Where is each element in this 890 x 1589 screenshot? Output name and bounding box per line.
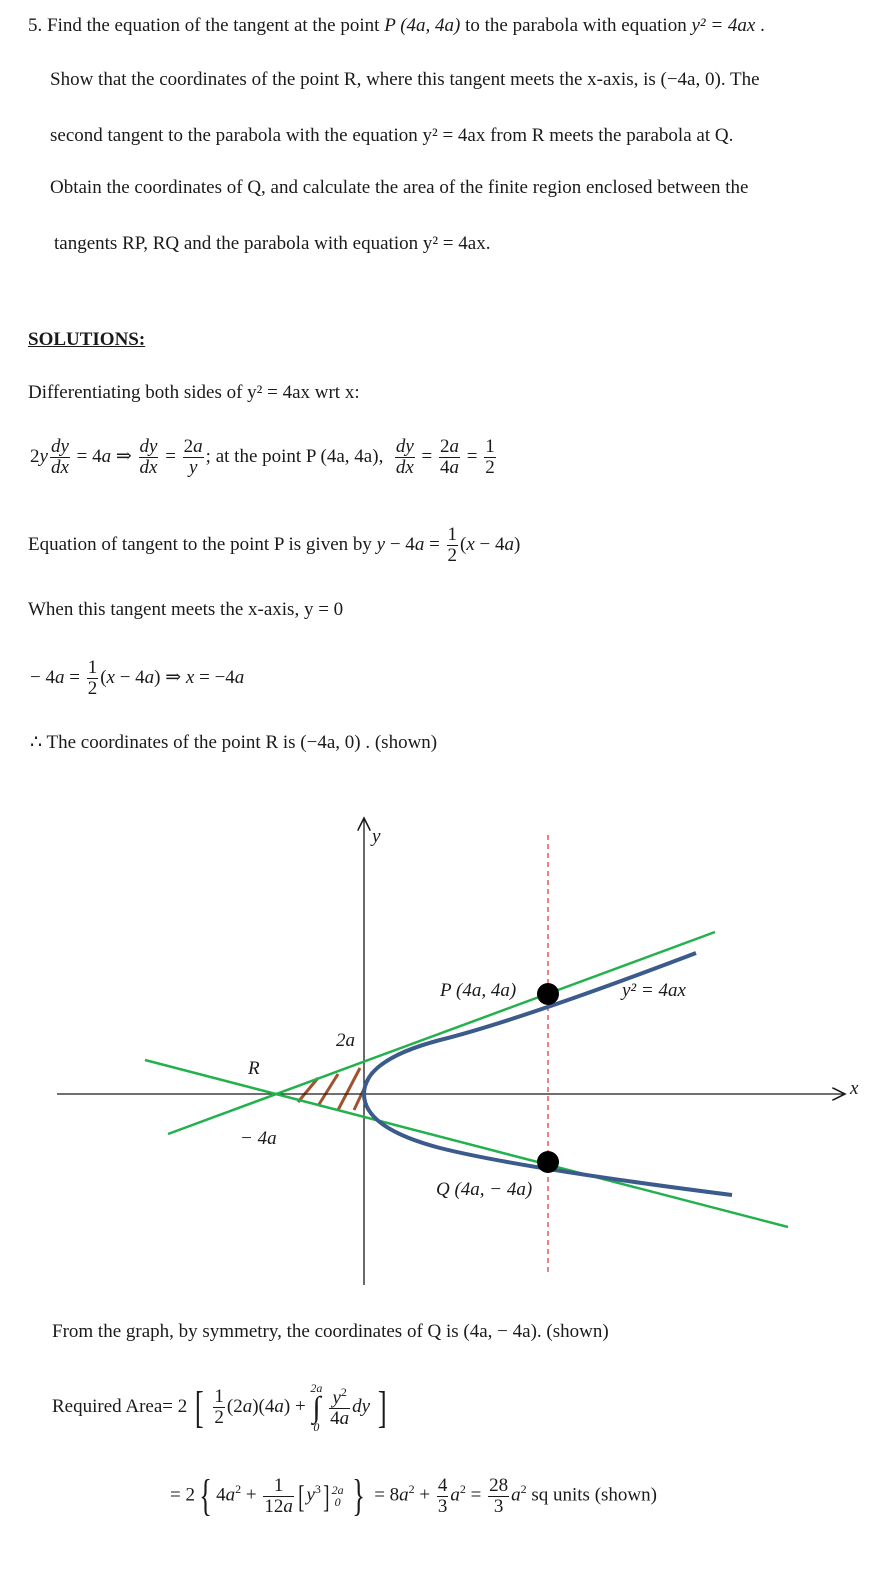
diff-intro: Differentiating both sides of y² = 4ax wrt x: xyxy=(28,382,360,403)
label-minus-4a: − 4a xyxy=(240,1128,277,1149)
label-q: Q (4a, − 4a) xyxy=(436,1179,533,1200)
x-axis-label: x xyxy=(850,1078,859,1099)
area-result-line: = 2{ $4a^2$ + $\frac{1}{12a}$ [ $y^3$] 2a 0 } = $8a^2$ + $\frac{4}{3}$ $a^2$ = $\frac{28}{3}$ $a^2$ sq units (shown) xyxy=(170,1471,657,1520)
question-line-5: tangents RP, RQ and the parabola with equation y² = 4ax. xyxy=(54,233,491,254)
derivative-line: 2y $\frac{dy}{dx}$ = 4a ⇒ $\frac{dy}{dx}$ = $\frac{2a}{y}$ ; at the point P (4a, 4a), $\frac{dy}{dx}$ = $\frac{2a}{4a}$ = $\frac{1}{2}$ xyxy=(30,436,495,478)
point-q xyxy=(537,1151,559,1173)
question-line-3: second tangent to the parabola with the equation y² = 4ax from R meets the parabola at Q. xyxy=(50,125,734,146)
y-axis-label: y xyxy=(372,826,381,847)
area-line: Required Area= 2 [ $\frac{1}{2}$ (2a)(4a) + 2a ∫ 0 $\frac{y^2}{4a}$ dy ] xyxy=(52,1381,387,1434)
tangent-eq-line: Equation of tangent to the point P is given by y − 4a = $\frac{1}{2}$ (x − 4a) xyxy=(28,524,521,566)
question-line-1: 5. Find the equation of the tangent at the point P (4a, 4a) to the parabola with equation y² = 4ax . xyxy=(28,15,765,36)
xaxis-line: When this tangent meets the x-axis, y = 0 xyxy=(28,599,344,620)
curve-label: y² = 4ax xyxy=(622,980,686,1001)
question-number: 5. xyxy=(28,15,43,36)
solve-x-line: − 4a = $\frac{1}{2}$ (x − 4a) ⇒ x = −4a xyxy=(30,657,245,699)
point-p xyxy=(537,983,559,1005)
question-line-2: Show that the coordinates of the point R, where this tangent meets the x-axis, is (−4a, 0). The xyxy=(50,69,760,90)
therefore-line: ∴ The coordinates of the point R is (−4a, 0) . (shown) xyxy=(30,732,438,753)
solutions-heading: SOLUTIONS: xyxy=(28,329,146,350)
label-r: R xyxy=(248,1058,260,1079)
label-2a: 2a xyxy=(336,1030,355,1051)
question-line-4: Obtain the coordinates of Q, and calculate the area of the finite region enclosed between the xyxy=(50,177,749,198)
tangent-rp xyxy=(168,932,715,1134)
label-p: P (4a, 4a) xyxy=(440,980,517,1001)
symmetry-line: From the graph, by symmetry, the coordinates of Q is (4a, − 4a). (shown) xyxy=(52,1321,609,1342)
